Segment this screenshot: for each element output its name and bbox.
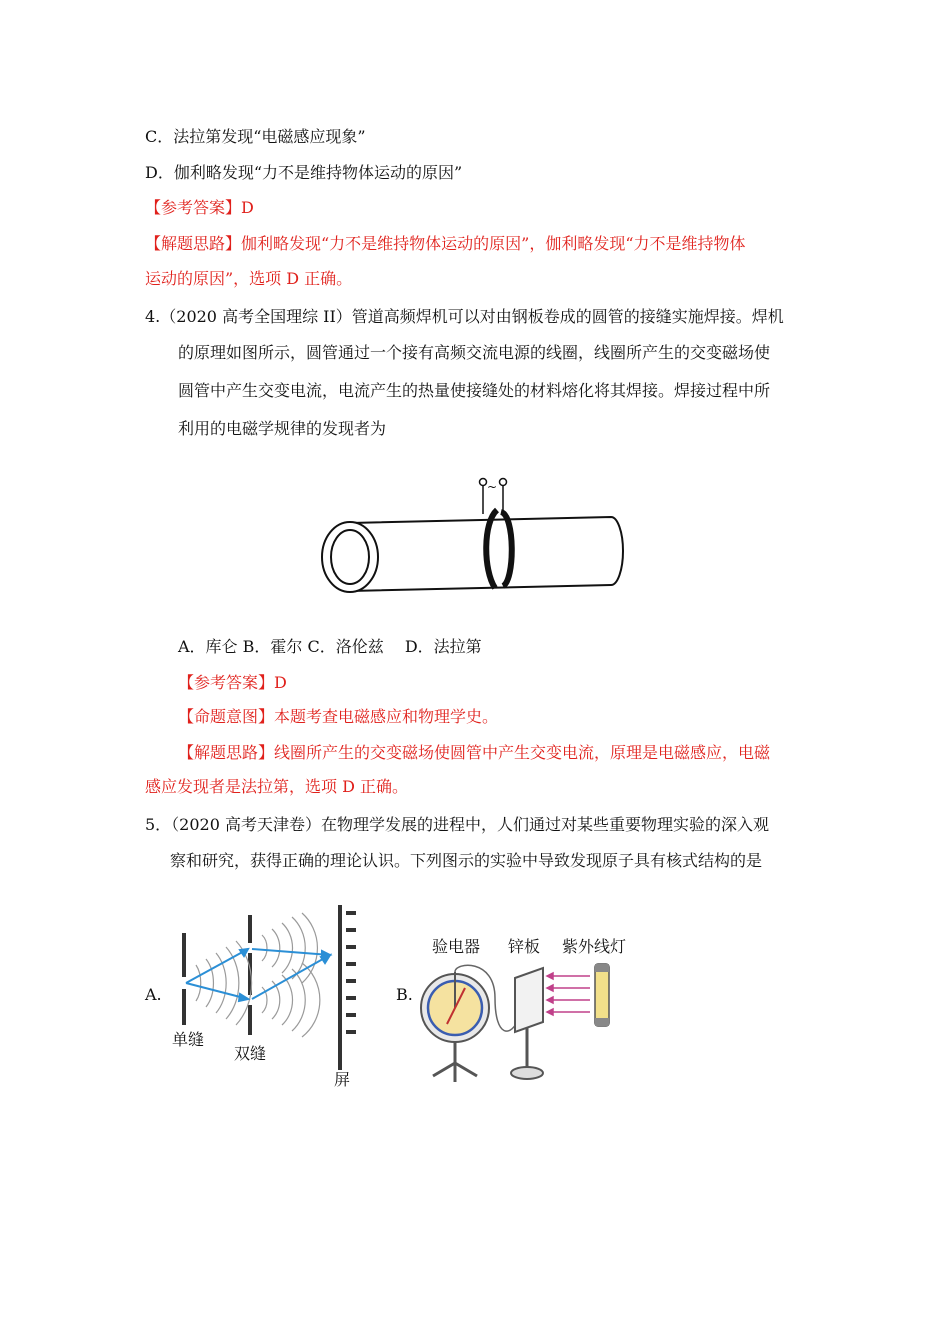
q4-stem-line3: 圆管中产生交变电流，电流产生的热量使接缝处的材料熔化将其焊接。焊接过程中所 bbox=[178, 381, 771, 400]
q4-stem-line2: 的原理如图所示，圆管通过一个接有高频交流电源的线圈，线圈所产生的交变磁场使 bbox=[178, 343, 771, 362]
option-c: C．法拉第发现“电磁感应现象” bbox=[145, 127, 366, 146]
photoelectric-figure bbox=[415, 958, 645, 1088]
figure-b-option-label: B. bbox=[396, 985, 413, 1004]
figure-a-option-label: A. bbox=[145, 985, 162, 1004]
double-slit-label: 双缝 bbox=[234, 1044, 267, 1063]
zinc-plate-label: 锌板 bbox=[508, 937, 541, 956]
analysis-q4-line1: 【解题思路】线圈所产生的交变磁场使圆管中产生交变电流，原理是电磁感应，电磁 bbox=[178, 743, 771, 762]
electroscope-label: 验电器 bbox=[432, 937, 481, 956]
q5-stem-line1: 5．（2020 高考天津卷）在物理学发展的进程中，人们通过对某些重要物理实验的深入观 bbox=[145, 815, 769, 834]
q5-stem-line2: 察和研究，获得正确的理论认识。下列图示的实验中导致发现原子具有核式结构的是 bbox=[170, 851, 763, 870]
answer-q3: 【参考答案】D bbox=[145, 198, 254, 217]
q4-stem-line4: 利用的电磁学规律的发现者为 bbox=[178, 419, 387, 438]
intent-q4: 【命题意图】本题考查电磁感应和物理学史。 bbox=[178, 707, 499, 726]
analysis-q3-line1: 【解题思路】伽利略发现“力不是维持物体运动的原因”，伽利略发现“力不是维持物体 bbox=[145, 234, 746, 253]
q4-stem-line1: 4.（2020 高考全国理综 II）管道高频焊机可以对由钢板卷成的圆管的接缝实施焊接。焊机 bbox=[145, 307, 784, 326]
analysis-q4-line2: 感应发现者是法拉第，选项 D 正确。 bbox=[145, 777, 409, 796]
single-slit-label: 单缝 bbox=[172, 1030, 205, 1049]
answer-q4: 【参考答案】D bbox=[178, 673, 287, 692]
pipe-coil-figure bbox=[315, 470, 635, 600]
ac-symbol: ~ bbox=[487, 480, 498, 494]
option-d: D．伽利略发现“力不是维持物体运动的原因” bbox=[145, 163, 463, 182]
q4-options: A．库仑 B．霍尔 C．洛伦兹 D．法拉第 bbox=[178, 637, 482, 656]
uv-lamp-label: 紫外线灯 bbox=[562, 937, 627, 956]
analysis-q3-line2: 运动的原因”，选项 D 正确。 bbox=[145, 269, 353, 288]
screen-label: 屏 bbox=[334, 1070, 351, 1089]
